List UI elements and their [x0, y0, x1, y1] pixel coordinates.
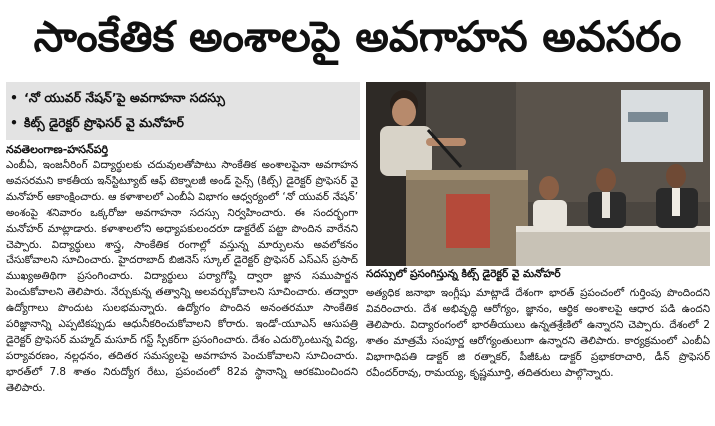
news-photo — [366, 82, 710, 266]
photo-illustration — [366, 82, 710, 266]
deck-box — [6, 82, 360, 140]
deck-text-1: ‘నో యువర్ నేషన్’పై అవగాహనా సదస్సు — [24, 90, 225, 105]
body-paragraph-left: ఎంబీఏ, ఇంజనీరింగ్ విద్యార్థులకు చదువులతోపాటు సాంకేతిక అంశాలపైనా అవగాహన అవసరమని కాకతీయ ఇన్‌స్టిట్యూట్ ఆఫ్ టెక్నాలజీ అండ్ సైన్స్ (కిట్స్) డైరెక్టర్ ప్రొఫెసర్ వై మనోహర్ ఆకాంక్షించారు. ఆ కళాశాలలో ఎంబీఏ విభాగం ఆధ్వర్యంలో ‘నో యువర్ నేషన్’ అంశంపై శనివారం ఒక్కరోజు అవగాహనా సదస్సు నిర్వహించారు. ఈ సందర్భంగా మనోహర్ మాట్లాడారు. కళాశాలలోని అధ్యాపకులందరూ డాక్టరేట్ పట్టా పొందిన వారేనని చెప్పారు. విద్యార్థులు శాస్త్ర, సాంకేతిక రంగాల్లో వస్తున్న మార్పులను అవలోకనం చేసుకోవాలని సూచించారు. హైదరాబాద్ బిజినెస్ స్కూల్ డైరెక్టర్ ప్రొఫెసర్ ఎస్ఎస్ ప్రసాద్ ముఖ్యఅతిథిగా ప్రసంగించారు. విద్యార్థులు పర్యాగోష్ఠి ద్వారా జ్ఞాన సముపార్జన పెంచుకోవాలని తెలిపారు. నేర్చుకున్న తత్వాన్ని అలవర్చుకోవాలని సూచించారు. తద్వారా ఉద్యోగాలు పొందుట సులభమన్నారు. ఉద్యోగం పొందిన అనంతరమూ సాంకేతిక పరిజ్ఞానాన్ని ఎప్పటికప్పుడు ఆధునీకరించుకోవాలని కోరారు. ఇండో-యూఎస్ ఆసుపత్రి డైరెక్టర్ ప్రొఫెసర్ మహ్మద్ మసూద్ గస్ట్ స్పీకర్‌గా ప్రసంగించారు. దేశం ఎదుర్కొంటున్న విద్య, పర్యావరణం, నల్లధనం, తదితర సమస్యలపై అవగాహన పెంచుకోవాలని సూచించారు. భారత్‌లో 7.8 శాతం నిరుద్యోగ రేటు, ప్రపంచంలో 82వ స్థానాన్ని ఆరకమించిందని తెలిపారు. — [6, 159, 358, 394]
article-body-right — [366, 286, 710, 381]
dateline: నవతెలంగాణ-హసన్‌పర్తి — [6, 143, 109, 156]
deck-text-2: కిట్స్ డైరెక్టర్ ప్రొఫెసర్ వై మనోహర్ — [24, 115, 184, 130]
deck-line-1 — [10, 87, 356, 109]
bullet-icon: • — [10, 90, 18, 105]
article-body-left — [6, 158, 358, 397]
headline: సాంకేతిక అంశాలపై అవగాహన అవసరం — [33, 12, 682, 61]
body-paragraph-right: అత్యధిక జనాభా ఇంగ్లీషు మాట్లాడే దేశంగా భారత్ ప్రపంచంలో గుర్తింపు పొందిందని వివరించారు. దేశ అభివృద్ధి ఆరోగ్యం, జ్ఞానం, ఆర్థిక అంశాలపై ఆధార పడి ఉందని తెలిపారు. విద్యారంగంలో భారతీయులు ఉన్నతశ్రేణిలో ఉన్నారని చెప్పారు. దేశంలో 2 శాతం మాత్రమే సంపూర్ణ ఆరోగ్యంతులుగా ఉన్నారని తెలిపారు. కార్యక్రమంలో ఎంబీఏ విభాగాధిపతి డాక్టర్ జి రత్నాకర్, పీజీఓట డాక్టర్ ప్రభాకరాచారి, డీన్ ప్రొఫెసర్ రవీందర్‌రావు, రామయ్య, కృష్ణమూర్తి, తదితరులు పాల్గొన్నారు. — [366, 287, 710, 379]
photo-caption: సదస్సులో ప్రసంగిస్తున్న కిట్స్ డైరెక్టర్ వై మనోహర్ — [366, 268, 561, 280]
bullet-icon: • — [10, 115, 18, 130]
deck-line-2 — [10, 112, 356, 134]
